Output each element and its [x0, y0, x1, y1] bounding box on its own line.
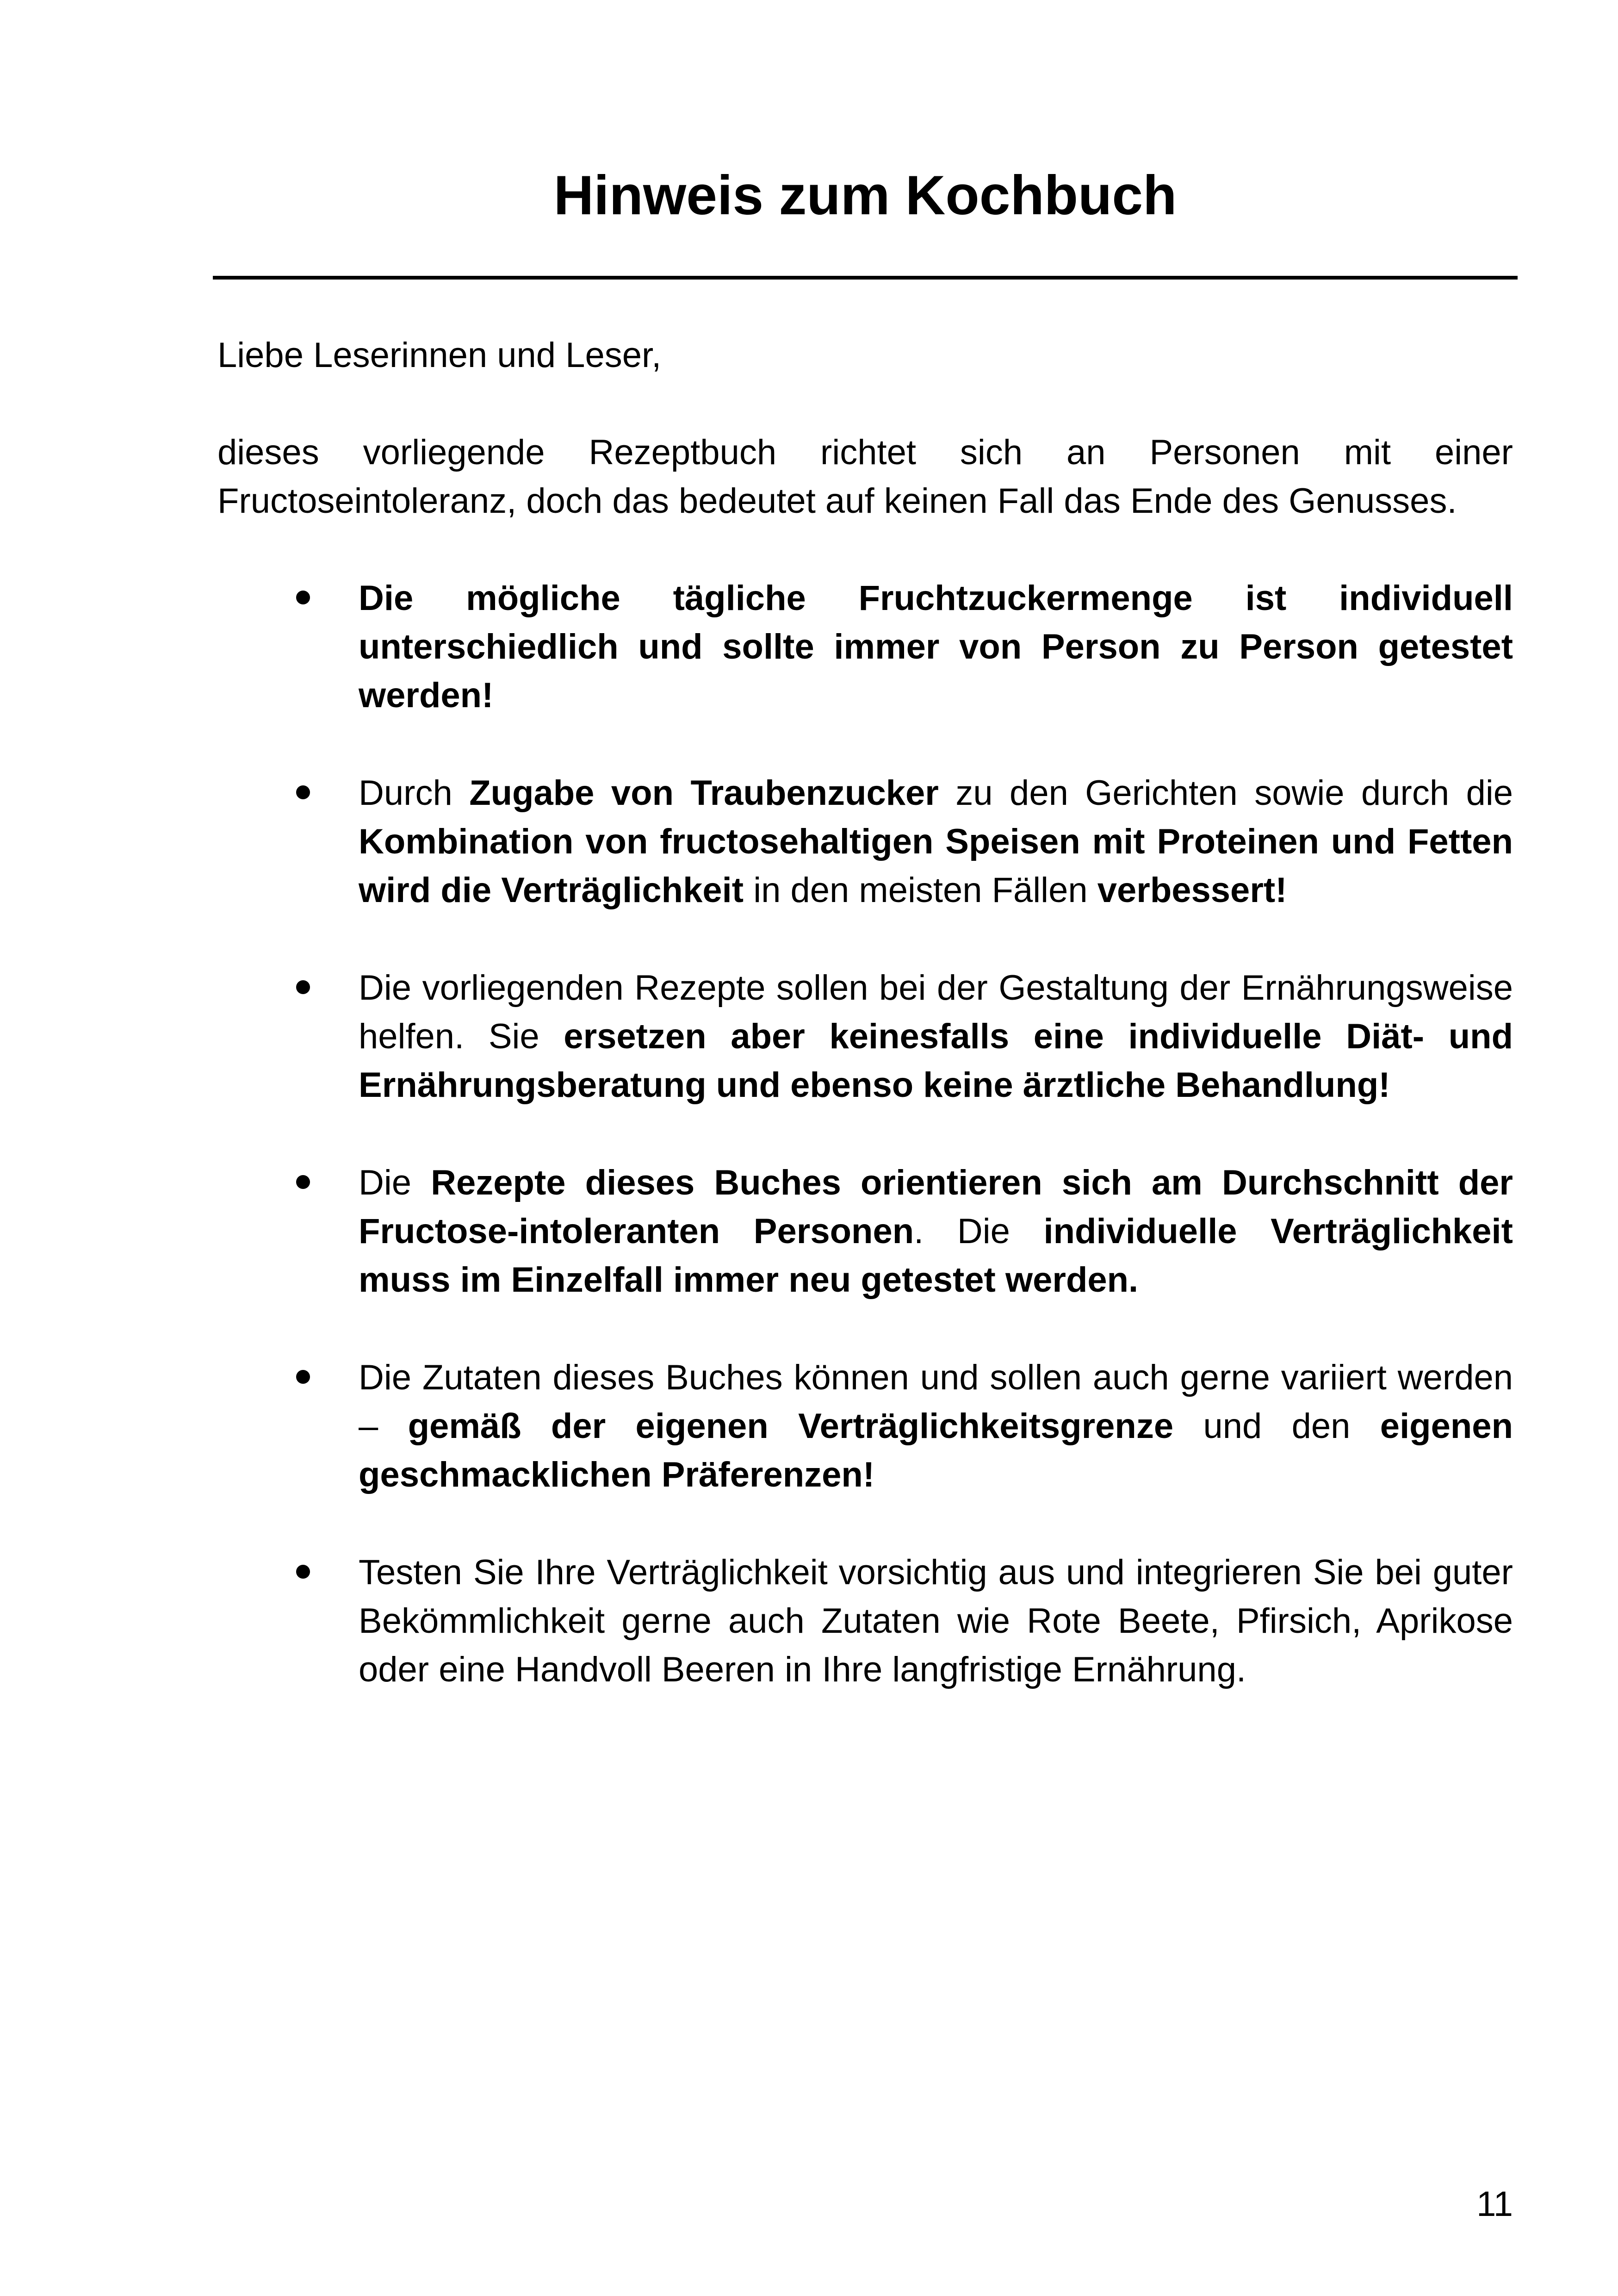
- text-segment: . Die: [914, 1212, 1044, 1251]
- bold-text: Kombination von fructosehaltigen Speisen mit Proteinen und Fetten wird die Verträglichkeit: [359, 822, 1513, 910]
- text-segment: und den: [1173, 1406, 1380, 1446]
- text-segment: Die: [359, 1163, 431, 1202]
- intro-paragraph: dieses vorliegende Rezeptbuch richtet sich an Personen mit einer Fructoseintoleranz, doch das bedeutet auf keinen Fall das Ende des Genusses.: [217, 433, 1513, 521]
- list-item: [217, 769, 1513, 915]
- bullet-icon: [296, 591, 310, 604]
- bold-text: Rezepte dieses Buches orientieren sich am Durchschnitt der Fructose-intoleranten Personen: [359, 1163, 1513, 1251]
- bold-text: Zugabe von Traubenzucker: [469, 773, 939, 813]
- bold-text: individuelle Verträglichkeit muss im Einzelfall immer neu getestet werden.: [359, 1212, 1513, 1300]
- list-item: [217, 1158, 1513, 1304]
- greeting: Liebe Leserinnen und Leser,: [217, 336, 662, 375]
- bold-text: ersetzen aber keinesfalls eine individuelle Diät- und Ernährungsberatung und ebenso keine ärztliche Behandlung!: [359, 1017, 1513, 1105]
- list-item: [217, 574, 1513, 720]
- page-title: Hinweis zum Kochbuch: [553, 164, 1177, 226]
- text-segment: zu den Gerichten sowie durch die: [938, 773, 1513, 813]
- title-divider: [213, 276, 1518, 280]
- text-segment: Die vorliegenden Rezepte sollen bei der Gestaltung der Ernährungsweise helfen. Sie: [359, 968, 1513, 1056]
- text-segment: Die Zutaten dieses Buches können und sollen auch gerne variiert werden –: [359, 1358, 1513, 1446]
- text-segment: in den meisten Fällen: [744, 871, 1097, 910]
- bold-text: Die mögliche tägliche Fruchtzuckermenge ist individuell unterschiedlich und sollte immer von Person zu Person getestet werden!: [359, 579, 1513, 715]
- bullet-icon: [296, 1370, 310, 1384]
- list-item: [217, 964, 1513, 1109]
- list-item: [217, 1548, 1513, 1694]
- bullet-icon: [296, 1175, 310, 1189]
- bold-text: verbessert!: [1097, 871, 1287, 910]
- bullet-icon: [296, 785, 310, 799]
- list-item: [217, 1353, 1513, 1499]
- text-segment: Durch: [359, 773, 470, 813]
- bold-text: eigenen geschmacklichen Präferenzen!: [359, 1406, 1513, 1494]
- notes-list: [217, 574, 1513, 1743]
- bullet-icon: [296, 1565, 310, 1579]
- bold-text: gemäß der eigenen Verträglichkeitsgrenze: [408, 1406, 1174, 1446]
- page-number: 11: [1476, 2184, 1513, 2224]
- bullet-icon: [296, 980, 310, 994]
- text-segment: Testen Sie Ihre Verträglichkeit vorsichtig aus und integrieren Sie bei guter Bekömmlichkeit gerne auch Zutaten wie Rote Beete, Pfirsich, Aprikose oder eine Handvoll Beeren in Ihre langfristige Ernährung.: [359, 1553, 1513, 1689]
